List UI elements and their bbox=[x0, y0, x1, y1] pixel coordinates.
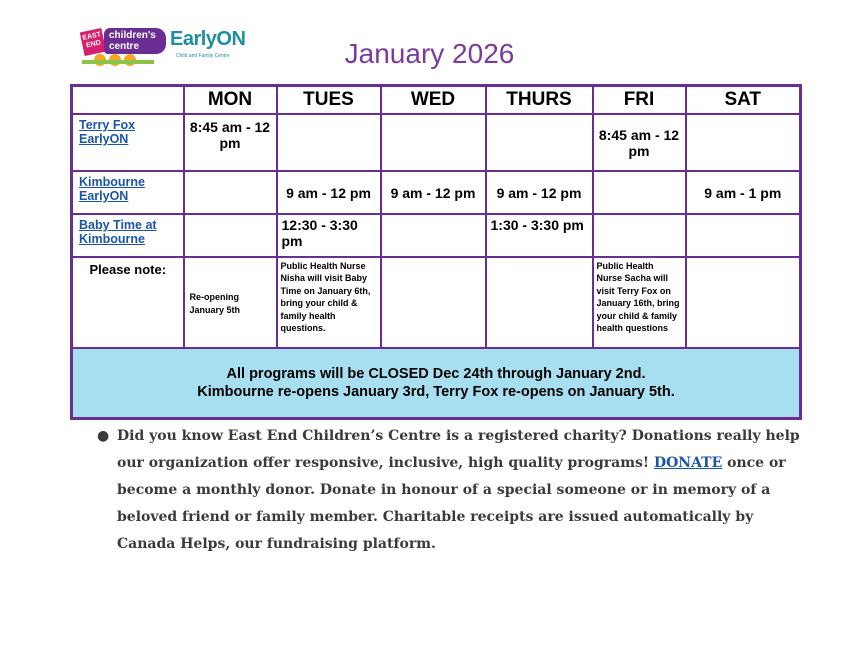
note-monday: Re-opening January 5th bbox=[184, 257, 277, 348]
location-link-terry-fox[interactable]: Terry Fox EarlyON bbox=[79, 118, 136, 146]
logo-east-end-text: EAST END bbox=[80, 28, 107, 56]
header-corner bbox=[72, 86, 184, 115]
location-link-baby-time[interactable]: Baby Time at Kimbourne bbox=[79, 218, 157, 246]
day-header: FRI bbox=[593, 86, 686, 115]
donation-text bbox=[117, 423, 807, 558]
closure-banner bbox=[72, 348, 801, 419]
table-row bbox=[72, 214, 801, 257]
donation-paragraph bbox=[97, 423, 807, 558]
time-cell: 9 am - 1 pm bbox=[686, 171, 801, 214]
note-wednesday bbox=[381, 257, 486, 348]
location-cell bbox=[72, 171, 184, 214]
note-saturday bbox=[686, 257, 801, 348]
location-link-kimbourne[interactable]: Kimbourne EarlyON bbox=[79, 175, 145, 203]
closure-line-1: All programs will be CLOSED Dec 24th through January 2nd. bbox=[226, 366, 646, 382]
earlyon-logo-sub: Child and Family Centre bbox=[176, 53, 230, 59]
day-header: MON bbox=[184, 86, 277, 115]
bullet-dot-icon: ● bbox=[97, 428, 110, 444]
time-cell bbox=[277, 114, 381, 171]
earlyon-logo-word: EarlyON bbox=[170, 28, 246, 50]
time-cell: 1:30 - 3:30 pm bbox=[486, 214, 593, 257]
page-title: January 2026 bbox=[344, 38, 515, 69]
time-cell bbox=[184, 171, 277, 214]
table-header-row bbox=[72, 86, 801, 115]
location-cell bbox=[72, 214, 184, 257]
time-cell bbox=[184, 214, 277, 257]
time-cell: 8:45 am - 12 pm bbox=[184, 114, 277, 171]
time-cell: 8:45 am - 12 pm bbox=[593, 114, 686, 171]
table-row bbox=[72, 171, 801, 214]
notes-label: Please note: bbox=[72, 257, 184, 348]
time-cell bbox=[381, 114, 486, 171]
schedule-table bbox=[70, 84, 802, 420]
donation-text-after: once or become a monthly donor. Donate in honour of a special someone or in memory of a beloved friend or family member. Charitable receipts are issued automatically by Canada Helps, our fundraising platform. bbox=[117, 455, 786, 552]
day-header: WED bbox=[381, 86, 486, 115]
note-friday: Public Health Nurse Sacha will visit Terry Fox on January 16th, bring your child & family health questions bbox=[593, 257, 686, 348]
time-cell bbox=[486, 114, 593, 171]
location-cell bbox=[72, 114, 184, 171]
time-cell bbox=[381, 214, 486, 257]
time-cell bbox=[593, 214, 686, 257]
day-header: SAT bbox=[686, 86, 801, 115]
time-cell bbox=[686, 214, 801, 257]
day-header: TUES bbox=[277, 86, 381, 115]
time-cell: 9 am - 12 pm bbox=[381, 171, 486, 214]
note-tuesday: Public Health Nurse Nisha will visit Baby Time on January 6th, bring your child & family health questions. bbox=[277, 257, 381, 348]
logo-childrens-centre-text: children's centre bbox=[104, 28, 166, 54]
table-row bbox=[72, 114, 801, 171]
closure-row bbox=[72, 348, 801, 419]
time-cell: 9 am - 12 pm bbox=[277, 171, 381, 214]
closure-line-2: Kimbourne re-opens January 3rd, Terry Fox re-opens on January 5th. bbox=[197, 384, 675, 400]
donate-link[interactable]: DONATE bbox=[653, 455, 723, 471]
donation-text-before: Did you know East End Children’s Centre is a registered charity? Donations really help our organization offer responsive, inclusive, high quality programs! bbox=[117, 428, 800, 471]
time-cell bbox=[593, 171, 686, 214]
time-cell: 12:30 - 3:30 pm bbox=[277, 214, 381, 257]
notes-row bbox=[72, 257, 801, 348]
note-thursday bbox=[486, 257, 593, 348]
time-cell: 9 am - 12 pm bbox=[486, 171, 593, 214]
time-cell bbox=[686, 114, 801, 171]
day-header: THURS bbox=[486, 86, 593, 115]
